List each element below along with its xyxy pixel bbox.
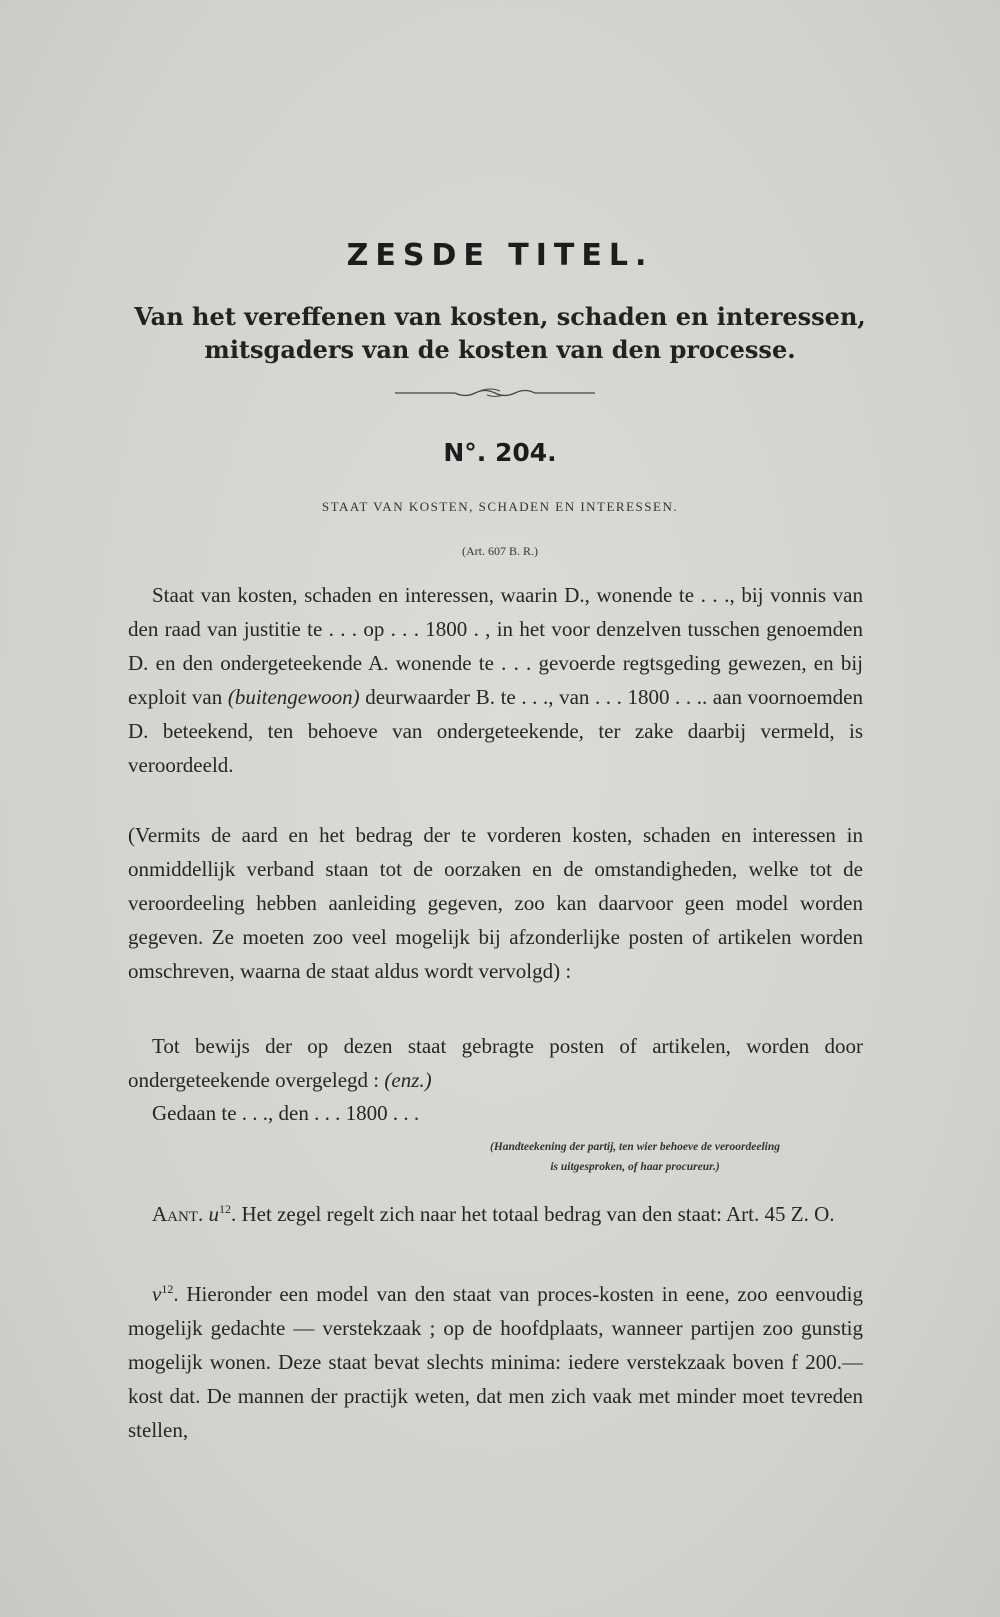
signature-line-2: is uitgesproken, of haar procureur.): [550, 1161, 720, 1173]
annotation-v12: [128, 1272, 863, 1447]
form-number: N°. 204.: [443, 438, 557, 467]
paragraph-3-text: Tot bewijs der op dezen staat gebragte posten of artikelen, worden door ondergeteekende overgelegd :: [128, 1034, 863, 1092]
signature-line-1: (Handteekening der partij, ten wier behoeve de veroordeeling: [489, 1141, 780, 1153]
subtitle-line-2: mitsgaders van de kosten van den processe.: [204, 335, 796, 364]
v12-marker: v: [152, 1282, 162, 1306]
annotation-marker: u: [208, 1202, 219, 1226]
decorative-flourish-icon: [395, 386, 595, 400]
section-heading: STAAT VAN KOSTEN, SCHADEN EN INTERESSEN.: [321, 499, 679, 514]
chapter-title: ZESDE TITEL.: [346, 238, 654, 273]
paragraph-2: [128, 818, 863, 988]
subtitle-line-1: Van het vereffenen van kosten, schaden en interessen,: [134, 302, 866, 331]
paragraph-1: [128, 578, 863, 782]
paragraph-2-text: (Vermits de aard en het bedrag der te vorderen kosten, schaden en interessen in onmiddellijk verband staan tot de oorzaken en de omstandigheden, welke tot de veroordeeling hebben aanleiding gegeven, zoo kan daarvoor geen model worden gegeven. Ze moeten zoo veel mogelijk bij afzonderlijke posten of artikelen worden omschreven, waarna de staat aldus wordt vervolgd) :: [128, 823, 863, 983]
paragraph-1-italic: (buitengewoon): [227, 685, 360, 709]
paragraph-3-italic: (enz.): [384, 1068, 432, 1092]
paragraph-1-text: Staat van kosten, schaden en interessen, waarin D., wonende te . . ., bij vonnis van den raad van justitie te . . . op . . . 1800 . , in het voor denzelven tusschen genoemden D. en den ondergeteekende A. wonende te . . . gevoerde regtsgeding gewezen, en bij exploit van: [128, 583, 863, 709]
annotation-text: . Het zegel regelt zich naar het totaal bedrag van den staat: Art. 45 Z. O.: [231, 1202, 835, 1226]
v12-sup: 12: [161, 1282, 174, 1296]
gedaan-line: Gedaan te . . ., den . . . 1800 . . .: [152, 1101, 420, 1125]
signature-note: [400, 1137, 870, 1177]
annotation-u12: [128, 1192, 863, 1231]
annotation-sup: 12: [219, 1202, 231, 1216]
article-reference: (Art. 607 B. R.): [462, 544, 538, 558]
annotation-label: Aant.: [152, 1202, 204, 1226]
paragraph-3: [128, 1029, 863, 1097]
v12-text: . Hieronder een model van den staat van proces-kosten in eene, zoo eenvoudig mogelijk gedachte — verstekzaak ; op de hoofdplaats, wanneer partijen zoo gunstig mogelijk wonen. Deze staat bevat slechts minima: iedere verstekzaak boven f 200.— kost dat. De mannen der practijk weten, dat men zich vaak met minder moet tevreden stellen,: [128, 1282, 863, 1442]
chapter-subtitle: [120, 300, 880, 366]
paragraph-1-end: deurwaarder B. te . . ., van . . . 1800 . . .. aan voornoemden D. beteekend, ten behoeve van ondergeteekende, ter zake daarbij vermeld, is veroordeeld.: [128, 685, 864, 777]
